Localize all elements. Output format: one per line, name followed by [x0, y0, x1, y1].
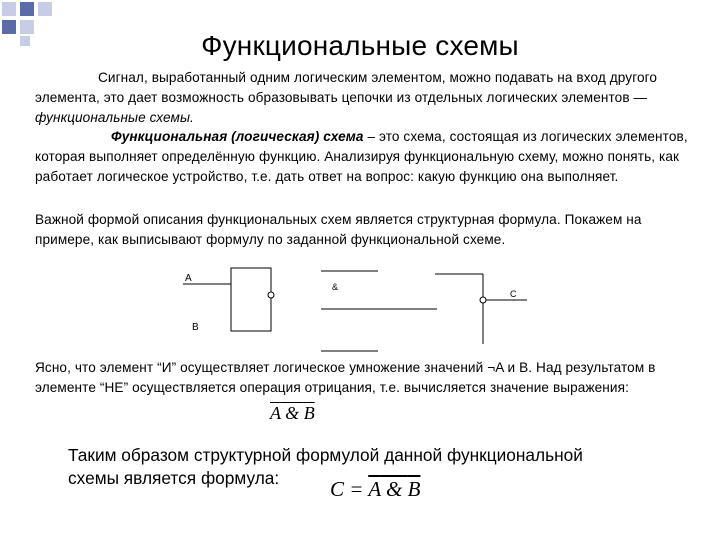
formula-not-a-and-b: [270, 403, 315, 424]
explanation-text: Ясно, что элемент “И” осуществляет логическое умножение значений ¬A и B. Над результатом в элементе “НЕ” осуществляется операция отрицания, т.е. вычисляется значение выражения:: [35, 360, 656, 395]
not-gate: [231, 268, 271, 331]
output-inversion-bubble: [480, 297, 486, 303]
conclusion-text: Таким образом структурной формулой данной функциональной схемы является формула:: [68, 445, 583, 488]
definition-term: Функциональная (логическая) схема: [111, 129, 364, 144]
formula-eq: =: [344, 477, 369, 501]
structural-formula-text: Важной формой описания функциональных схем является структурная формула. Покажем на примере, как выписывают формулу по заданной функциональной схеме.: [35, 212, 642, 247]
formula-op: &: [280, 403, 304, 423]
formula-lhs: C: [330, 477, 345, 501]
paragraph-intro: [35, 68, 695, 128]
formula-final-overline-group: [368, 477, 420, 501]
paragraph-explanation: [35, 358, 695, 398]
decor-square: [20, 2, 34, 16]
and-gate-symbol: &: [332, 282, 339, 292]
decor-square: [2, 2, 16, 16]
definition-text: – это схема, состоящая из логических элементов, которая выполняет определённую функцию. Анализируя функциональную схему, можно понять, как работает логическое устройство, т.е. дать ответ на вопрос: какую функцию она выполняет.: [35, 129, 688, 184]
output-c-label: C: [510, 289, 517, 299]
intro-text: Сигнал, выработанный одним логическим элементом, можно подавать на вход другого элемента, это дает возможность образовывать цепочки из отдельных логических элементов —: [35, 70, 658, 105]
not-gate-inversion-bubble: [268, 292, 274, 298]
paragraph-definition: [35, 127, 695, 187]
input-b-label: B: [192, 322, 199, 333]
formula-final-b: B: [407, 477, 421, 501]
input-a-label: A: [185, 273, 192, 284]
intro-italic: функциональные схемы.: [35, 110, 194, 125]
decor-square: [38, 2, 52, 16]
formula-final-op: &: [380, 477, 408, 501]
paragraph-structural-formula: [35, 210, 695, 250]
formula-b: B: [303, 403, 315, 423]
formula-a: A: [270, 403, 281, 423]
logic-circuit-diagram: [175, 262, 535, 358]
formula-final-a: A: [368, 477, 381, 501]
formula-overline-group: [270, 403, 315, 423]
structural-formula: [330, 477, 420, 502]
slide-title: Функциональные схемы: [201, 30, 519, 61]
